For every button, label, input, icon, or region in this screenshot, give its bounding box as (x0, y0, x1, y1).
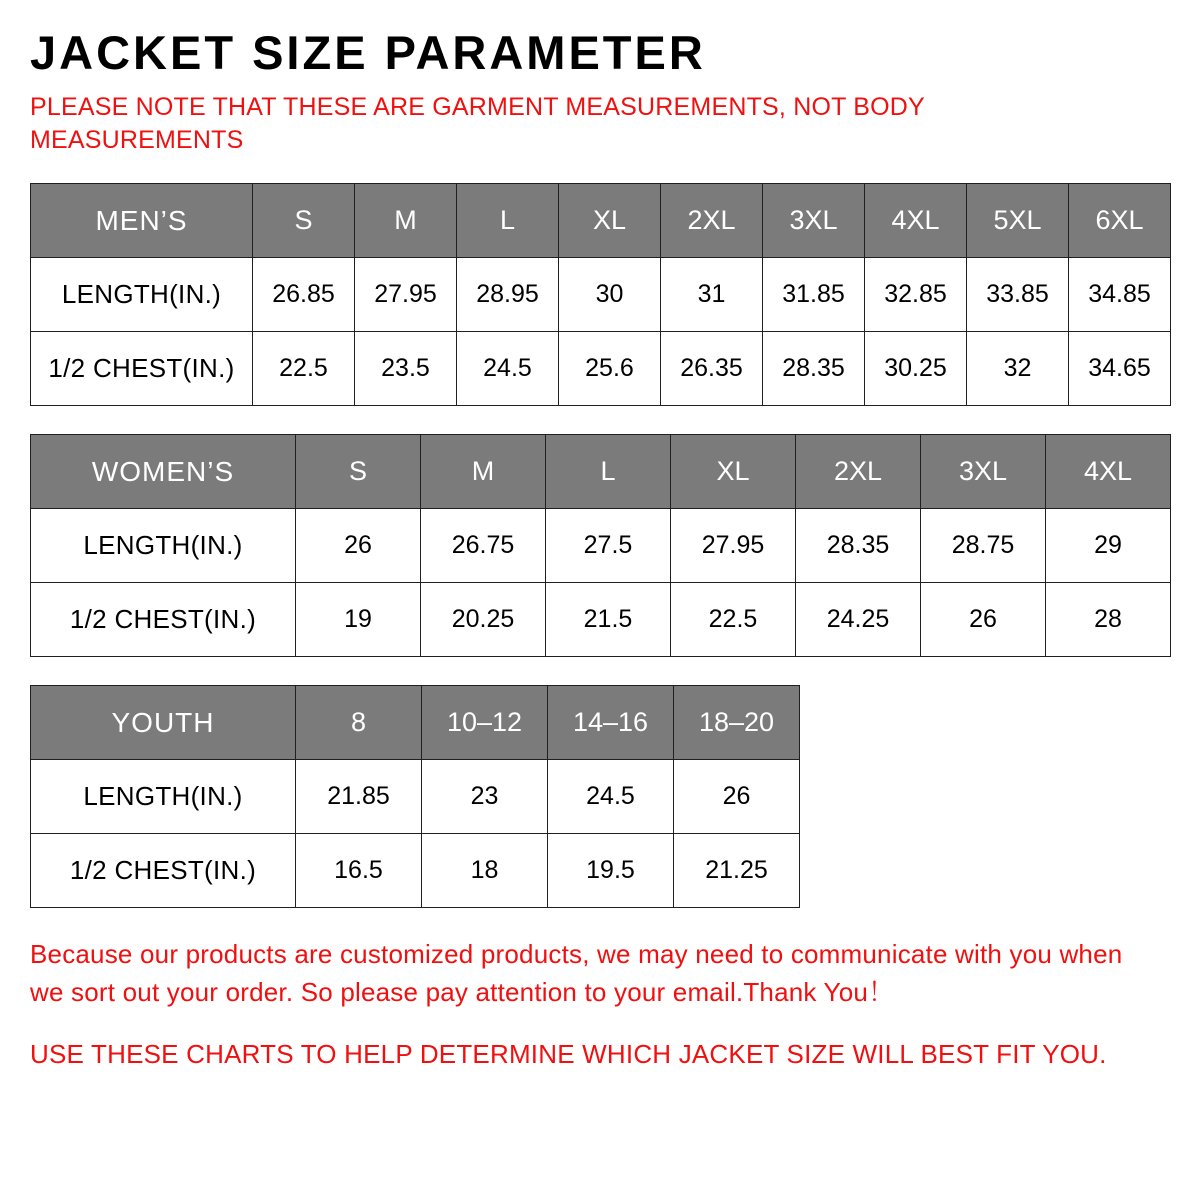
header-cell-size: 4XL (865, 184, 967, 258)
cell-value: 28.35 (796, 509, 921, 583)
cell-value: 31 (661, 258, 763, 332)
cell-value: 18 (422, 834, 548, 908)
cell-value: 34.85 (1069, 258, 1171, 332)
cell-value: 25.6 (559, 332, 661, 406)
header-cell-size: 6XL (1069, 184, 1171, 258)
cell-value: 32.85 (865, 258, 967, 332)
header-cell-size: 4XL (1046, 435, 1171, 509)
header-cell-size: M (355, 184, 457, 258)
cell-value: 23 (422, 760, 548, 834)
table-row (31, 834, 800, 908)
footer-note-customized: Because our products are customized products, we may need to communicate with you when we sort out your order. So please pay attention to your email.Thank You！ (30, 939, 1123, 1008)
header-cell-size: XL (559, 184, 661, 258)
cell-value: 29 (1046, 509, 1171, 583)
footer-note-charts: USE THESE CHARTS TO HELP DETERMINE WHICH JACKET SIZE WILL BEST FIT YOU. (30, 1038, 1107, 1069)
header-cell-size: 2XL (661, 184, 763, 258)
measurement-note: PLEASE NOTE THAT THESE ARE GARMENT MEASUREMENTS, NOT BODY MEASUREMENTS (30, 93, 925, 155)
cell-value: 27.5 (546, 509, 671, 583)
cell-value: 22.5 (253, 332, 355, 406)
cell-value: 28.95 (457, 258, 559, 332)
cell-value: 21.25 (674, 834, 800, 908)
header-cell-size: 2XL (796, 435, 921, 509)
table-row (31, 583, 1171, 657)
cell-value: 19 (296, 583, 421, 657)
header-cell-size: XL (671, 435, 796, 509)
womens-size-table (30, 434, 1171, 657)
cell-value: 24.5 (548, 760, 674, 834)
header-cell-size: S (296, 435, 421, 509)
header-cell-size: 3XL (763, 184, 865, 258)
row-label-chest: 1/2 CHEST(IN.) (31, 834, 296, 908)
row-label-length: LENGTH(IN.) (31, 509, 296, 583)
table-header-row (31, 435, 1171, 509)
table-row (31, 509, 1171, 583)
row-label-length: LENGTH(IN.) (31, 258, 253, 332)
cell-value: 34.65 (1069, 332, 1171, 406)
row-label-length: LENGTH(IN.) (31, 760, 296, 834)
cell-value: 31.85 (763, 258, 865, 332)
row-label-chest: 1/2 CHEST(IN.) (31, 583, 296, 657)
header-cell-category: YOUTH (31, 686, 296, 760)
cell-value: 27.95 (355, 258, 457, 332)
header-cell-size: 10–12 (422, 686, 548, 760)
cell-value: 27.95 (671, 509, 796, 583)
cell-value: 30.25 (865, 332, 967, 406)
cell-value: 21.85 (296, 760, 422, 834)
header-cell-size: 8 (296, 686, 422, 760)
table-header-row (31, 184, 1171, 258)
cell-value: 30 (559, 258, 661, 332)
cell-value: 26.75 (421, 509, 546, 583)
table-header-row (31, 686, 800, 760)
table-row (31, 332, 1171, 406)
cell-value: 28.35 (763, 332, 865, 406)
table-row (31, 258, 1171, 332)
header-cell-size: L (457, 184, 559, 258)
page-title: JACKET SIZE PARAMETER (30, 26, 706, 79)
header-cell-size: S (253, 184, 355, 258)
header-cell-size: 18–20 (674, 686, 800, 760)
cell-value: 21.5 (546, 583, 671, 657)
cell-value: 23.5 (355, 332, 457, 406)
cell-value: 26.35 (661, 332, 763, 406)
mens-size-table (30, 183, 1171, 406)
cell-value: 26 (674, 760, 800, 834)
cell-value: 22.5 (671, 583, 796, 657)
header-cell-category: MEN’S (31, 184, 253, 258)
header-cell-size: L (546, 435, 671, 509)
cell-value: 24.25 (796, 583, 921, 657)
cell-value: 28.75 (921, 509, 1046, 583)
cell-value: 16.5 (296, 834, 422, 908)
cell-value: 20.25 (421, 583, 546, 657)
cell-value: 26 (921, 583, 1046, 657)
cell-value: 32 (967, 332, 1069, 406)
header-cell-size: M (421, 435, 546, 509)
cell-value: 26 (296, 509, 421, 583)
header-cell-size: 3XL (921, 435, 1046, 509)
cell-value: 19.5 (548, 834, 674, 908)
cell-value: 26.85 (253, 258, 355, 332)
row-label-chest: 1/2 CHEST(IN.) (31, 332, 253, 406)
table-row (31, 760, 800, 834)
header-cell-category: WOMEN’S (31, 435, 296, 509)
cell-value: 33.85 (967, 258, 1069, 332)
cell-value: 28 (1046, 583, 1171, 657)
cell-value: 24.5 (457, 332, 559, 406)
youth-size-table (30, 685, 800, 908)
header-cell-size: 14–16 (548, 686, 674, 760)
header-cell-size: 5XL (967, 184, 1069, 258)
